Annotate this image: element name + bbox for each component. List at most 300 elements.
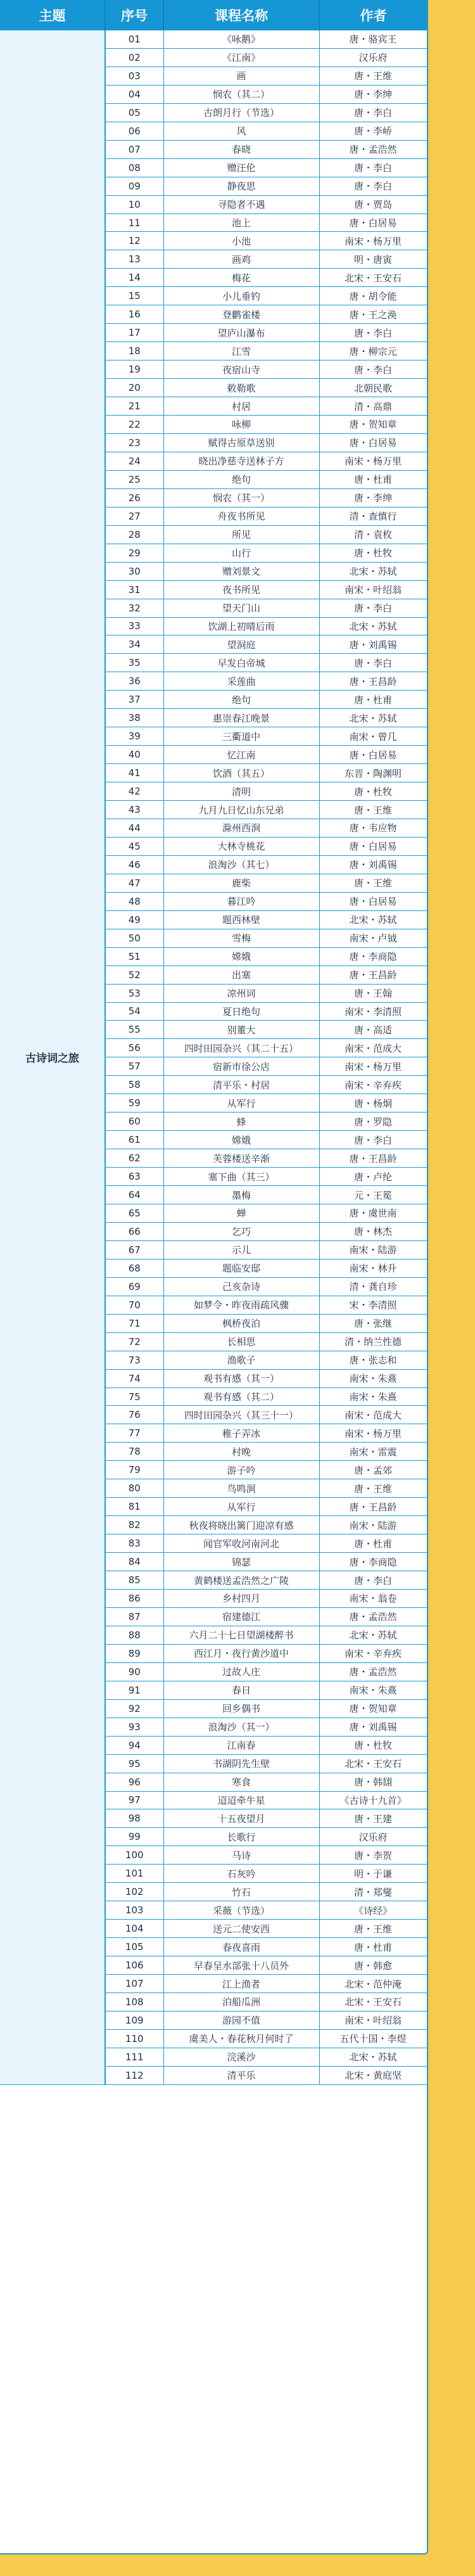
cell-number: 102 bbox=[105, 1883, 163, 1901]
cell-course: 忆江南 bbox=[163, 746, 319, 764]
cell-course: 晓出净慈寺送林子方 bbox=[163, 452, 319, 470]
cell-number: 101 bbox=[105, 1865, 163, 1883]
cell-author: 唐・刘禹锡 bbox=[319, 635, 427, 654]
cell-author: 清・郑燮 bbox=[319, 1883, 427, 1901]
cell-course: 泊船瓜洲 bbox=[163, 1993, 319, 2011]
cell-author: 南宋・朱熹 bbox=[319, 1369, 427, 1387]
cell-course: 舟夜书所见 bbox=[163, 507, 319, 525]
cell-number: 71 bbox=[105, 1314, 163, 1332]
cell-number: 94 bbox=[105, 1736, 163, 1754]
cell-course: 村晚 bbox=[163, 1443, 319, 1461]
cell-number: 64 bbox=[105, 1186, 163, 1204]
cell-author: 唐・李白 bbox=[319, 360, 427, 379]
cell-number: 66 bbox=[105, 1222, 163, 1240]
cell-course: 游子吟 bbox=[163, 1461, 319, 1479]
cell-course: 浪淘沙（其一） bbox=[163, 1718, 319, 1736]
cell-course: 春日 bbox=[163, 1681, 319, 1699]
cell-number: 85 bbox=[105, 1571, 163, 1590]
cell-number: 60 bbox=[105, 1113, 163, 1131]
cell-number: 11 bbox=[105, 214, 163, 232]
cell-author: 唐・李白 bbox=[319, 1131, 427, 1149]
cell-author: 唐・孟浩然 bbox=[319, 1607, 427, 1626]
cell-course: 书湖阴先生壁 bbox=[163, 1754, 319, 1773]
cell-author: 南宋・范成大 bbox=[319, 1039, 427, 1057]
cell-author: 清・查慎行 bbox=[319, 507, 427, 525]
cell-author: 南宋・朱熹 bbox=[319, 1387, 427, 1406]
cell-number: 96 bbox=[105, 1773, 163, 1791]
cell-course: 九月九日忆山东兄弟 bbox=[163, 801, 319, 819]
cell-number: 86 bbox=[105, 1590, 163, 1608]
cell-course: 题临安邸 bbox=[163, 1259, 319, 1277]
cell-author: 南宋・翁卷 bbox=[319, 1590, 427, 1608]
cell-number: 109 bbox=[105, 2011, 163, 2029]
cell-number: 52 bbox=[105, 966, 163, 984]
cell-course: 悯农（其二） bbox=[163, 85, 319, 103]
cell-course: 望洞庭 bbox=[163, 635, 319, 654]
cell-course: 六月二十七日望湖楼醉书 bbox=[163, 1626, 319, 1644]
cell-number: 42 bbox=[105, 782, 163, 801]
cell-number: 76 bbox=[105, 1406, 163, 1424]
cell-course: 游园不值 bbox=[163, 2011, 319, 2029]
cell-number: 22 bbox=[105, 416, 163, 434]
cell-number: 47 bbox=[105, 874, 163, 892]
cell-number: 92 bbox=[105, 1699, 163, 1718]
cell-course: 回乡偶书 bbox=[163, 1699, 319, 1718]
cell-number: 27 bbox=[105, 507, 163, 525]
cell-number: 75 bbox=[105, 1387, 163, 1406]
cell-course: 宿建德江 bbox=[163, 1607, 319, 1626]
cell-author: 唐・李白 bbox=[319, 158, 427, 177]
cell-number: 82 bbox=[105, 1516, 163, 1534]
cell-author: 南宋・辛弃疾 bbox=[319, 1644, 427, 1662]
cell-course: 夏日绝句 bbox=[163, 1002, 319, 1021]
cell-number: 73 bbox=[105, 1351, 163, 1369]
cell-number: 43 bbox=[105, 801, 163, 819]
cell-course: 凉州词 bbox=[163, 984, 319, 1002]
cell-author: 唐・韩愈 bbox=[319, 1956, 427, 1975]
cell-course: 别董大 bbox=[163, 1021, 319, 1039]
cell-number: 72 bbox=[105, 1332, 163, 1351]
cell-course: 三衢道中 bbox=[163, 727, 319, 746]
cell-number: 02 bbox=[105, 48, 163, 67]
cell-course: 墨梅 bbox=[163, 1186, 319, 1204]
cell-course: 塞下曲（其三） bbox=[163, 1168, 319, 1186]
cell-author: 北宋・苏轼 bbox=[319, 709, 427, 727]
cell-author: 唐・王翰 bbox=[319, 984, 427, 1002]
cell-number: 63 bbox=[105, 1168, 163, 1186]
cell-course: 石灰吟 bbox=[163, 1865, 319, 1883]
cell-course: 如梦令・昨夜雨疏风骤 bbox=[163, 1296, 319, 1314]
cell-number: 88 bbox=[105, 1626, 163, 1644]
cell-author: 唐・李绅 bbox=[319, 85, 427, 103]
cell-course: 蜂 bbox=[163, 1113, 319, 1131]
cell-course: 绝句 bbox=[163, 470, 319, 488]
cell-number: 07 bbox=[105, 140, 163, 158]
cell-course: 四时田园杂兴（其二十五） bbox=[163, 1039, 319, 1057]
cell-number: 70 bbox=[105, 1296, 163, 1314]
cell-course: 江南春 bbox=[163, 1736, 319, 1754]
cell-number: 78 bbox=[105, 1443, 163, 1461]
cell-course: 暮江吟 bbox=[163, 892, 319, 910]
cell-number: 58 bbox=[105, 1076, 163, 1094]
cell-author: 唐・胡令能 bbox=[319, 287, 427, 305]
table-row bbox=[0, 30, 427, 48]
cell-author: 南宋・陆游 bbox=[319, 1516, 427, 1534]
cell-author: 唐・王维 bbox=[319, 874, 427, 892]
cell-course: 雪梅 bbox=[163, 929, 319, 947]
cell-number: 41 bbox=[105, 764, 163, 782]
cell-number: 68 bbox=[105, 1259, 163, 1277]
cell-author: 唐・柳宗元 bbox=[319, 342, 427, 360]
cell-number: 61 bbox=[105, 1131, 163, 1149]
cell-author: 唐・刘禹锡 bbox=[319, 1718, 427, 1736]
cell-course: 早发白帝城 bbox=[163, 654, 319, 672]
cell-number: 24 bbox=[105, 452, 163, 470]
cell-course: 饮湖上初晴后雨 bbox=[163, 617, 319, 635]
cell-author: 北宋・黄庭坚 bbox=[319, 2066, 427, 2084]
cell-number: 01 bbox=[105, 30, 163, 48]
theme-cell: 古诗词之旅 bbox=[0, 30, 105, 2084]
cell-number: 95 bbox=[105, 1754, 163, 1773]
cell-course: 村居 bbox=[163, 397, 319, 416]
cell-number: 87 bbox=[105, 1607, 163, 1626]
cell-number: 12 bbox=[105, 232, 163, 250]
cell-course: 梅花 bbox=[163, 269, 319, 287]
cell-course: 《江南》 bbox=[163, 48, 319, 67]
cell-number: 15 bbox=[105, 287, 163, 305]
cell-course: 过故人庄 bbox=[163, 1662, 319, 1681]
cell-author: 清・龚自珍 bbox=[319, 1277, 427, 1296]
cell-number: 56 bbox=[105, 1039, 163, 1057]
cell-course: 咏柳 bbox=[163, 416, 319, 434]
table-header-row bbox=[0, 0, 427, 30]
cell-number: 44 bbox=[105, 819, 163, 837]
cell-course: 江上渔者 bbox=[163, 1975, 319, 1993]
cell-course: 山行 bbox=[163, 544, 319, 562]
cell-course: 小儿垂钓 bbox=[163, 287, 319, 305]
cell-number: 91 bbox=[105, 1681, 163, 1699]
cell-number: 48 bbox=[105, 892, 163, 910]
cell-course: 春夜喜雨 bbox=[163, 1938, 319, 1956]
cell-course: 滁州西涧 bbox=[163, 819, 319, 837]
cell-author: 北宋・苏轼 bbox=[319, 562, 427, 580]
cell-course: 秋夜将晓出篱门迎凉有感 bbox=[163, 1516, 319, 1534]
cell-author: 唐・李白 bbox=[319, 1571, 427, 1590]
cell-author: 唐・杜甫 bbox=[319, 1534, 427, 1553]
cell-course: 画鸡 bbox=[163, 250, 319, 269]
cell-number: 32 bbox=[105, 599, 163, 617]
cell-author: 唐・孟浩然 bbox=[319, 1662, 427, 1681]
cell-author: 唐・李贺 bbox=[319, 1846, 427, 1865]
cell-author: 唐・张志和 bbox=[319, 1351, 427, 1369]
cell-author: 唐・白居易 bbox=[319, 214, 427, 232]
cell-number: 67 bbox=[105, 1240, 163, 1259]
cell-course: 早春呈水部张十八员外 bbox=[163, 1956, 319, 1975]
cell-number: 54 bbox=[105, 1002, 163, 1021]
cell-number: 35 bbox=[105, 654, 163, 672]
cell-course: 饮酒（其五） bbox=[163, 764, 319, 782]
cell-number: 46 bbox=[105, 855, 163, 874]
cell-author: 唐・贺知章 bbox=[319, 1699, 427, 1718]
cell-author: 汉乐府 bbox=[319, 48, 427, 67]
cell-number: 13 bbox=[105, 250, 163, 269]
cell-course: 寒食 bbox=[163, 1773, 319, 1791]
cell-author: 北宋・王安石 bbox=[319, 1754, 427, 1773]
cell-number: 107 bbox=[105, 1975, 163, 1993]
cell-author: 清・高鼎 bbox=[319, 397, 427, 416]
cell-author: 北宋・苏轼 bbox=[319, 910, 427, 929]
cell-number: 110 bbox=[105, 2029, 163, 2048]
cell-number: 89 bbox=[105, 1644, 163, 1662]
cell-author: 南宋・叶绍翁 bbox=[319, 580, 427, 599]
cell-author: 唐・李白 bbox=[319, 324, 427, 342]
cell-number: 53 bbox=[105, 984, 163, 1002]
cell-author: 南宋・曾几 bbox=[319, 727, 427, 746]
cell-author: 唐・王维 bbox=[319, 1479, 427, 1498]
header-theme: 主题 bbox=[0, 0, 105, 30]
cell-course: 江雪 bbox=[163, 342, 319, 360]
cell-course: 望庐山瀑布 bbox=[163, 324, 319, 342]
cell-author: 唐・骆宾王 bbox=[319, 30, 427, 48]
cell-number: 81 bbox=[105, 1498, 163, 1516]
cell-course: 赠汪伦 bbox=[163, 158, 319, 177]
cell-number: 50 bbox=[105, 929, 163, 947]
cell-author: 唐・刘禹锡 bbox=[319, 855, 427, 874]
cell-author: 唐・林杰 bbox=[319, 1222, 427, 1240]
cell-course: 乡村四月 bbox=[163, 1590, 319, 1608]
cell-number: 06 bbox=[105, 122, 163, 140]
cell-course: 清平乐 bbox=[163, 2066, 319, 2084]
cell-course: 风 bbox=[163, 122, 319, 140]
cell-author: 唐・王维 bbox=[319, 801, 427, 819]
cell-number: 100 bbox=[105, 1846, 163, 1865]
cell-course: 观书有感（其二） bbox=[163, 1387, 319, 1406]
cell-author: 唐・杨炯 bbox=[319, 1094, 427, 1113]
cell-course: 夜宿山寺 bbox=[163, 360, 319, 379]
cell-author: 唐・李白 bbox=[319, 654, 427, 672]
cell-author: 唐・孟浩然 bbox=[319, 140, 427, 158]
cell-number: 18 bbox=[105, 342, 163, 360]
cell-number: 84 bbox=[105, 1553, 163, 1571]
cell-author: 唐・白居易 bbox=[319, 837, 427, 855]
cell-author: 《古诗十九首》 bbox=[319, 1791, 427, 1809]
cell-number: 34 bbox=[105, 635, 163, 654]
cell-author: 唐・贾岛 bbox=[319, 195, 427, 214]
cell-course: 赠刘景文 bbox=[163, 562, 319, 580]
cell-course: 望天门山 bbox=[163, 599, 319, 617]
cell-author: 唐・王昌龄 bbox=[319, 1498, 427, 1516]
cell-number: 49 bbox=[105, 910, 163, 929]
cell-author: 南宋・辛弃疾 bbox=[319, 1076, 427, 1094]
cell-number: 36 bbox=[105, 672, 163, 691]
cell-author: 南宋・杨万里 bbox=[319, 452, 427, 470]
cell-course: 所见 bbox=[163, 525, 319, 544]
cell-course: 清明 bbox=[163, 782, 319, 801]
table-body bbox=[0, 30, 427, 2084]
cell-author: 唐・李绅 bbox=[319, 488, 427, 507]
cell-author: 北宋・苏轼 bbox=[319, 617, 427, 635]
cell-author: 唐・李峤 bbox=[319, 122, 427, 140]
cell-author: 南宋・朱熹 bbox=[319, 1681, 427, 1699]
cell-course: 古朗月行（节选） bbox=[163, 103, 319, 122]
cell-number: 106 bbox=[105, 1956, 163, 1975]
cell-number: 111 bbox=[105, 2048, 163, 2066]
cell-number: 30 bbox=[105, 562, 163, 580]
cell-course: 池上 bbox=[163, 214, 319, 232]
cell-number: 17 bbox=[105, 324, 163, 342]
cell-number: 08 bbox=[105, 158, 163, 177]
cell-author: 唐・白居易 bbox=[319, 892, 427, 910]
cell-author: 唐・王昌龄 bbox=[319, 966, 427, 984]
cell-course: 闻官军收河南河北 bbox=[163, 1534, 319, 1553]
cell-number: 38 bbox=[105, 709, 163, 727]
cell-course: 枫桥夜泊 bbox=[163, 1314, 319, 1332]
cell-author: 唐・杜牧 bbox=[319, 544, 427, 562]
cell-course: 鸟鸣涧 bbox=[163, 1479, 319, 1498]
cell-author: 南宋・杨万里 bbox=[319, 1424, 427, 1443]
cell-author: 唐・韩翃 bbox=[319, 1773, 427, 1791]
cell-course: 悯农（其一） bbox=[163, 488, 319, 507]
cell-author: 南宋・卢钺 bbox=[319, 929, 427, 947]
cell-author: 北宋・苏轼 bbox=[319, 1626, 427, 1644]
cell-number: 37 bbox=[105, 691, 163, 709]
cell-author: 北宋・王安石 bbox=[319, 1993, 427, 2011]
cell-number: 04 bbox=[105, 85, 163, 103]
cell-course: 出塞 bbox=[163, 966, 319, 984]
cell-course: 嫦娥 bbox=[163, 947, 319, 966]
cell-course: 西江月・夜行黄沙道中 bbox=[163, 1644, 319, 1662]
cell-course: 十五夜望月 bbox=[163, 1809, 319, 1828]
cell-author: 唐・白居易 bbox=[319, 433, 427, 452]
cell-author: 汉乐府 bbox=[319, 1828, 427, 1846]
cell-author: 唐・王之涣 bbox=[319, 305, 427, 324]
cell-author: 南宋・李清照 bbox=[319, 1002, 427, 1021]
cell-course: 马诗 bbox=[163, 1846, 319, 1865]
cell-course: 《咏鹅》 bbox=[163, 30, 319, 48]
cell-number: 33 bbox=[105, 617, 163, 635]
cell-author: 唐・王昌龄 bbox=[319, 672, 427, 691]
cell-author: 唐・孟郊 bbox=[319, 1461, 427, 1479]
cell-course: 采薇（节选） bbox=[163, 1901, 319, 1920]
cell-number: 55 bbox=[105, 1021, 163, 1039]
header-author: 作者 bbox=[319, 0, 427, 30]
cell-number: 103 bbox=[105, 1901, 163, 1920]
cell-author: 清・袁枚 bbox=[319, 525, 427, 544]
cell-author: 南宋・陆游 bbox=[319, 1240, 427, 1259]
cell-author: 唐・李白 bbox=[319, 599, 427, 617]
cell-course: 惠崇春江晚景 bbox=[163, 709, 319, 727]
cell-course: 嫦娥 bbox=[163, 1131, 319, 1149]
cell-number: 45 bbox=[105, 837, 163, 855]
cell-author: 《诗经》 bbox=[319, 1901, 427, 1920]
cell-number: 16 bbox=[105, 305, 163, 324]
cell-author: 唐・韦应物 bbox=[319, 819, 427, 837]
cell-author: 唐・王昌龄 bbox=[319, 1149, 427, 1168]
header-number: 序号 bbox=[105, 0, 163, 30]
cell-course: 长歌行 bbox=[163, 1828, 319, 1846]
cell-author: 南宋・杨万里 bbox=[319, 232, 427, 250]
cell-number: 77 bbox=[105, 1424, 163, 1443]
cell-number: 25 bbox=[105, 470, 163, 488]
cell-author: 唐・白居易 bbox=[319, 746, 427, 764]
cell-author: 元・王冕 bbox=[319, 1186, 427, 1204]
cell-author: 唐・王建 bbox=[319, 1809, 427, 1828]
cell-number: 26 bbox=[105, 488, 163, 507]
cell-number: 21 bbox=[105, 397, 163, 416]
cell-author: 清・纳兰性德 bbox=[319, 1332, 427, 1351]
cell-author: 唐・李白 bbox=[319, 103, 427, 122]
cell-number: 90 bbox=[105, 1662, 163, 1681]
cell-author: 南宋・叶绍翁 bbox=[319, 2011, 427, 2029]
cell-author: 宋・李清照 bbox=[319, 1296, 427, 1314]
cell-number: 65 bbox=[105, 1204, 163, 1223]
cell-author: 东晋・陶渊明 bbox=[319, 764, 427, 782]
cell-number: 29 bbox=[105, 544, 163, 562]
cell-number: 39 bbox=[105, 727, 163, 746]
cell-number: 09 bbox=[105, 177, 163, 195]
cell-author: 南宋・雷震 bbox=[319, 1443, 427, 1461]
cell-course: 己亥杂诗 bbox=[163, 1277, 319, 1296]
cell-author: 明・于谦 bbox=[319, 1865, 427, 1883]
cell-number: 19 bbox=[105, 360, 163, 379]
cell-number: 79 bbox=[105, 1461, 163, 1479]
cell-author: 唐・杜甫 bbox=[319, 691, 427, 709]
cell-number: 104 bbox=[105, 1920, 163, 1938]
cell-number: 105 bbox=[105, 1938, 163, 1956]
cell-author: 唐・王维 bbox=[319, 67, 427, 85]
cell-author: 北宋・范仲淹 bbox=[319, 1975, 427, 1993]
cell-number: 93 bbox=[105, 1718, 163, 1736]
cell-author: 唐・罗隐 bbox=[319, 1113, 427, 1131]
cell-number: 83 bbox=[105, 1534, 163, 1553]
cell-number: 03 bbox=[105, 67, 163, 85]
cell-course: 蝉 bbox=[163, 1204, 319, 1223]
cell-author: 唐・李商隐 bbox=[319, 1553, 427, 1571]
cell-author: 唐・杜甫 bbox=[319, 470, 427, 488]
cell-author: 唐・杜牧 bbox=[319, 782, 427, 801]
cell-number: 80 bbox=[105, 1479, 163, 1498]
cell-course: 敕勒歌 bbox=[163, 379, 319, 397]
cell-number: 59 bbox=[105, 1094, 163, 1113]
cell-number: 97 bbox=[105, 1791, 163, 1809]
cell-course: 登鹳雀楼 bbox=[163, 305, 319, 324]
cell-number: 40 bbox=[105, 746, 163, 764]
cell-number: 28 bbox=[105, 525, 163, 544]
cell-number: 20 bbox=[105, 379, 163, 397]
cell-course: 送元二使安西 bbox=[163, 1920, 319, 1938]
cell-course: 迢迢牵牛星 bbox=[163, 1791, 319, 1809]
cell-course: 绝句 bbox=[163, 691, 319, 709]
cell-author: 北朝民歌 bbox=[319, 379, 427, 397]
cell-number: 98 bbox=[105, 1809, 163, 1828]
cell-course: 宿新市徐公店 bbox=[163, 1057, 319, 1076]
cell-course: 乞巧 bbox=[163, 1222, 319, 1240]
cell-course: 鹿柴 bbox=[163, 874, 319, 892]
cell-number: 62 bbox=[105, 1149, 163, 1168]
cell-course: 稚子弄冰 bbox=[163, 1424, 319, 1443]
cell-course: 采莲曲 bbox=[163, 672, 319, 691]
cell-course: 静夜思 bbox=[163, 177, 319, 195]
cell-number: 10 bbox=[105, 195, 163, 214]
cell-author: 唐・杜牧 bbox=[319, 1736, 427, 1754]
cell-number: 99 bbox=[105, 1828, 163, 1846]
cell-course: 芙蓉楼送辛渐 bbox=[163, 1149, 319, 1168]
cell-course: 大林寺桃花 bbox=[163, 837, 319, 855]
cell-author: 唐・虞世南 bbox=[319, 1204, 427, 1223]
cell-author: 唐・卢纶 bbox=[319, 1168, 427, 1186]
cell-number: 51 bbox=[105, 947, 163, 966]
cell-course: 小池 bbox=[163, 232, 319, 250]
